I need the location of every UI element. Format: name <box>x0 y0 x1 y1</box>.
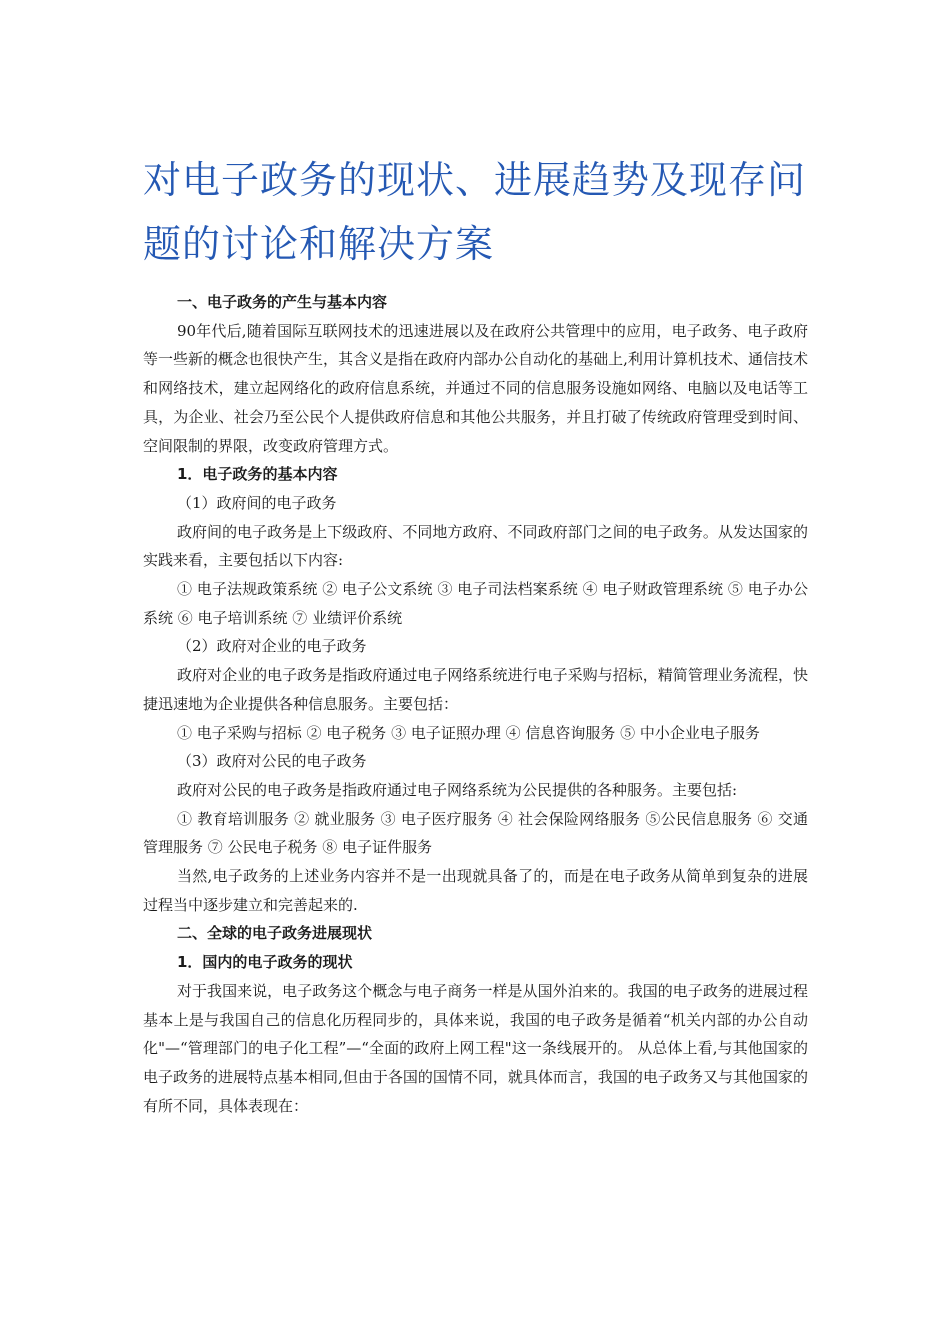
subsubsection-heading: （2）政府对企业的电子政务 <box>177 637 367 656</box>
subsection-heading: 1．国内的电子政务的现状 <box>177 953 353 972</box>
subsubsection-heading: （3）政府对公民的电子政务 <box>177 752 367 771</box>
document-body <box>143 288 808 1120</box>
paragraph: 对于我国来说，电子政务这个概念与电子商务一样是从国外泊来的。我国的电子政务的进展过程基本上是与我国自己的信息化历程同步的，具体来说，我国的电子政务是循着“机关内部的办公自动化"—“管理部门的电子化工程”—“全面的政府上网工程"这一条线展开的。 从总体上看,与其他国家的电子政务的进展特点基本相同,但由于各国的国情不同，就具体而言，我国的电子政务又与其他国家的有所不同，具体表现在： <box>143 981 808 1115</box>
section-heading: 一、电子政务的产生与基本内容 <box>177 293 388 311</box>
paragraph: 当然,电子政务的上述业务内容并不是一出现就具备了的，而是在电子政务从简单到复杂的进展过程当中逐步建立和完善起来的. <box>143 867 808 914</box>
subsubsection-heading: （1）政府间的电子政务 <box>177 493 337 512</box>
item-list: ① 电子采购与招标 ② 电子税务 ③ 电子证照办理 ④ 信息咨询服务 ⑤ 中小企业电子服务 <box>177 723 760 742</box>
document-title: 对电子政务的现状、进展趋势及现存问题的讨论和解决方案 <box>143 158 807 266</box>
paragraph: 政府间的电子政务是上下级政府、不同地方政府、不同政府部门之间的电子政务。从发达国家的实践来看，主要包括以下内容: <box>143 522 808 570</box>
paragraph: 政府对企业的电子政务是指政府通过电子网络系统进行电子采购与招标，精简管理业务流程，快捷迅速地为企业提供各种信息服务。主要包括： <box>143 666 808 713</box>
section-heading: 二、全球的电子政务进展现状 <box>177 924 373 943</box>
paragraph: 90年代后,随着国际互联网技术的迅速进展以及在政府公共管理中的应用，电子政务、电子政府等一些新的概念也很快产生，其含义是指在政府内部办公自动化的基础上,利用计算机技术、通信技术和网络技术，建立起网络化的政府信息系统，并通过不同的信息服务设施如网络、电脑以及电话等工具，为企业、社会乃至公民个人提供政府信息和其他公共服务，并且打破了传统政府管理受到时间、空间限制的界限，改变政府管理方式。 <box>143 321 808 455</box>
subsection-heading: 1．电子政务的基本内容 <box>177 465 338 484</box>
item-list: ① 电子法规政策系统 ② 电子公文系统 ③ 电子司法档案系统 ④ 电子财政管理系统 ⑤ 电子办公系统 ⑥ 电子培训系统 ⑦ 业绩评价系统 <box>143 580 808 627</box>
paragraph: 政府对公民的电子政务是指政府通过电子网络系统为公民提供的各种服务。主要包括: <box>177 780 738 799</box>
item-list: ① 教育培训服务 ② 就业服务 ③ 电子医疗服务 ④ 社会保险网络服务 ⑤公民信息服务 ⑥ 交通管理服务 ⑦ 公民电子税务 ⑧ 电子证件服务 <box>143 809 808 857</box>
